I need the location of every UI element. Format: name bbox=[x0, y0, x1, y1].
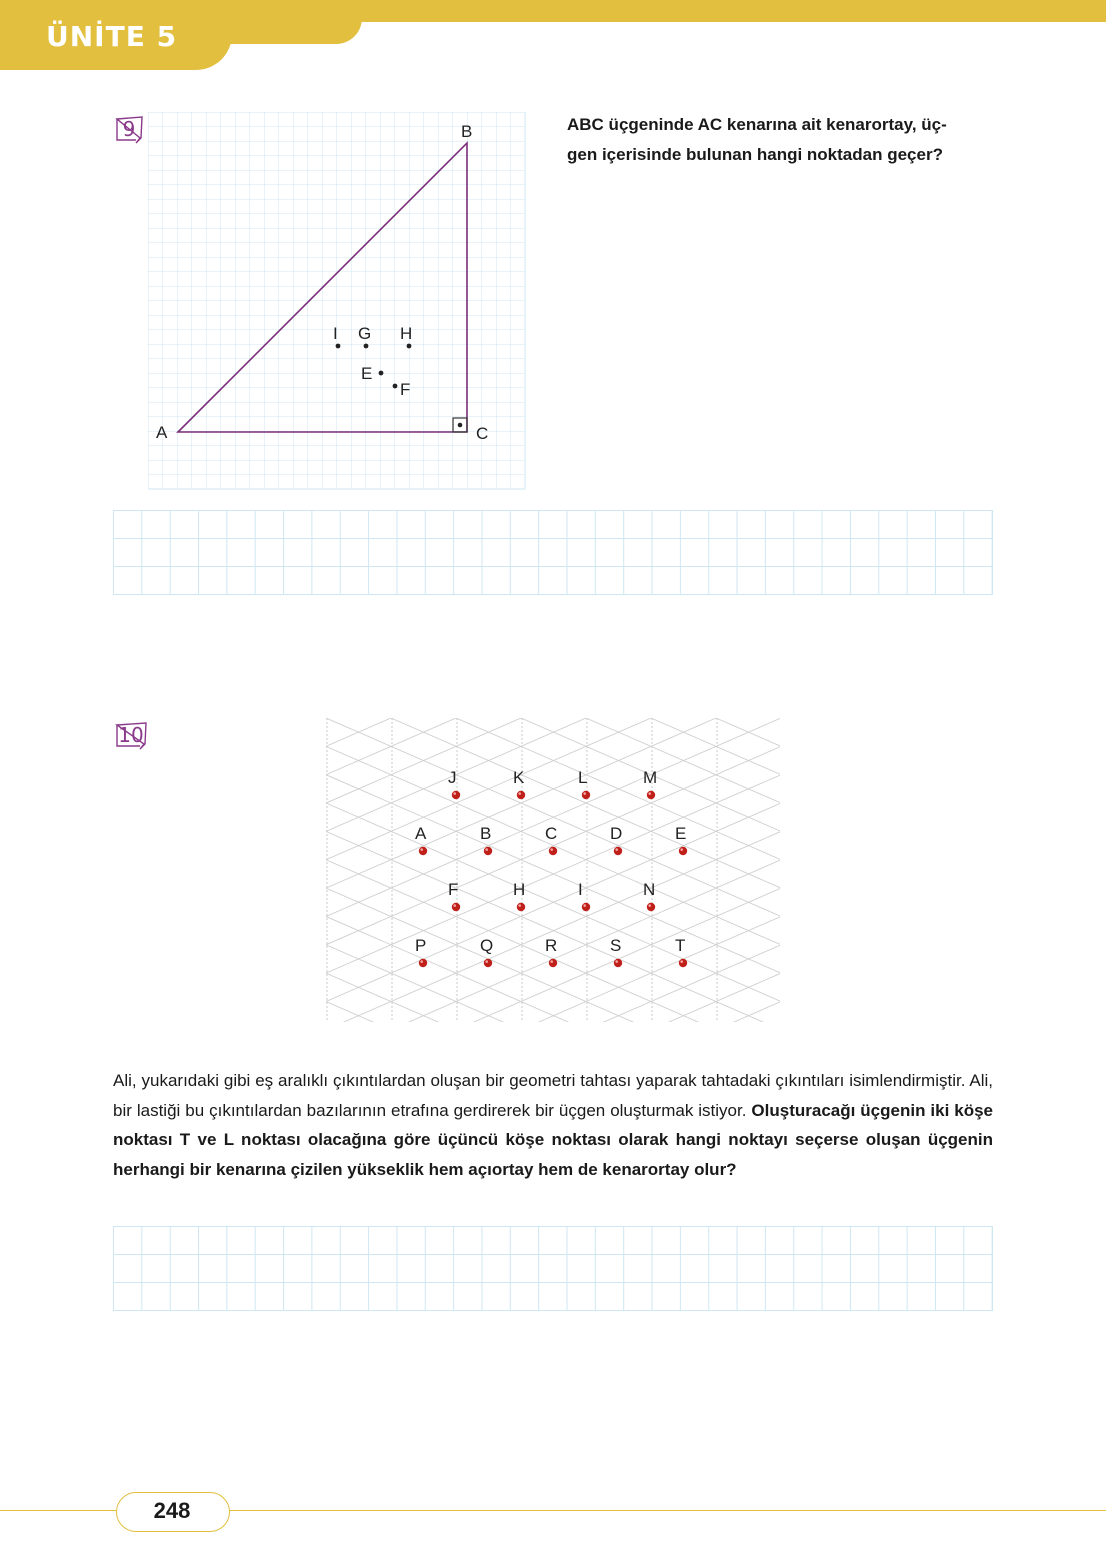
q10-geometry-board bbox=[326, 718, 780, 1022]
peg-highlight bbox=[583, 792, 586, 795]
right-angle-dot bbox=[458, 423, 463, 428]
peg-label-p: P bbox=[415, 936, 427, 955]
vertex-label-c: C bbox=[476, 424, 489, 443]
peg-label-r: R bbox=[545, 936, 558, 955]
peg-highlight bbox=[648, 904, 651, 907]
peg-h bbox=[517, 903, 525, 911]
peg-j bbox=[452, 791, 460, 799]
peg-label-q: Q bbox=[480, 936, 494, 955]
unit-label: ÜNİTE 5 bbox=[46, 20, 178, 53]
peg-highlight bbox=[420, 960, 423, 963]
grid-line bbox=[326, 831, 780, 1022]
board-pegs bbox=[415, 768, 687, 967]
grid-line bbox=[326, 718, 780, 831]
peg-d bbox=[614, 847, 622, 855]
question-number-label: 10 bbox=[118, 723, 144, 747]
peg-highlight bbox=[453, 904, 456, 907]
point-g bbox=[364, 344, 369, 349]
peg-label-b: B bbox=[480, 824, 492, 843]
q10-prompt bbox=[113, 1066, 993, 1184]
peg-q bbox=[484, 959, 492, 967]
question-number-9 bbox=[114, 116, 144, 142]
q9-triangle-figure bbox=[148, 112, 526, 490]
peg-label-e: E bbox=[675, 824, 687, 843]
peg-highlight bbox=[615, 848, 618, 851]
peg-label-a: A bbox=[415, 824, 427, 843]
peg-i bbox=[582, 903, 590, 911]
peg-label-l: L bbox=[578, 768, 588, 787]
grid-line bbox=[326, 916, 780, 1022]
peg-highlight bbox=[648, 792, 651, 795]
peg-a bbox=[419, 847, 427, 855]
peg-highlight bbox=[420, 848, 423, 851]
grid-line bbox=[326, 718, 780, 888]
peg-highlight bbox=[518, 904, 521, 907]
point-e bbox=[379, 371, 384, 376]
peg-label-h: H bbox=[513, 880, 526, 899]
peg-l bbox=[582, 791, 590, 799]
triangular-grid bbox=[326, 718, 780, 1022]
grid-line bbox=[326, 889, 780, 1022]
peg-label-s: S bbox=[610, 936, 622, 955]
point-label-i: I bbox=[333, 324, 338, 343]
point-label-h: H bbox=[400, 324, 413, 343]
peg-m bbox=[647, 791, 655, 799]
peg-highlight bbox=[485, 960, 488, 963]
peg-label-m: M bbox=[643, 768, 658, 787]
grid-line bbox=[326, 718, 780, 888]
point-i bbox=[336, 344, 341, 349]
peg-highlight bbox=[453, 792, 456, 795]
peg-label-d: D bbox=[610, 824, 623, 843]
peg-e bbox=[679, 847, 687, 855]
peg-label-i: I bbox=[578, 880, 583, 899]
peg-label-n: N bbox=[643, 880, 656, 899]
peg-label-c: C bbox=[545, 824, 558, 843]
question-number-10 bbox=[114, 722, 148, 748]
peg-t bbox=[679, 959, 687, 967]
peg-highlight bbox=[680, 848, 683, 851]
peg-highlight bbox=[615, 960, 618, 963]
peg-p bbox=[419, 959, 427, 967]
grid-line bbox=[326, 1002, 780, 1022]
grid-line bbox=[326, 888, 780, 1022]
point-label-e: E bbox=[361, 364, 373, 383]
vertex-label-a: A bbox=[156, 423, 168, 442]
peg-highlight bbox=[518, 792, 521, 795]
grid-line bbox=[326, 974, 780, 1022]
peg-highlight bbox=[550, 848, 553, 851]
point-label-g: G bbox=[358, 324, 372, 343]
grid-line bbox=[326, 832, 780, 1022]
q9-answer-area[interactable] bbox=[113, 510, 993, 595]
peg-highlight bbox=[550, 960, 553, 963]
q10-prompt-bold: Oluşturacağı üçgenin iki köşe noktası T ve L noktası olacağına göre üçüncü köşe noktası olarak hangi noktayı seçerse oluşan üçgenin herhangi bir kenarına çizilen yükseklik hem açıortay hem de kenarortay olur? bbox=[113, 1100, 994, 1179]
q9-prompt-line-1: ABC üçgeninde AC kenarına ait kenarortay, üç- bbox=[567, 115, 947, 134]
q10-prompt-normal: Ali, yukarıdaki gibi eş aralıklı çıkıntılardan oluşan bir geometri tahtası yaparak tahtadaki çıkıntıları isimlendirmiştir. Ali, bir lastiği bu çıkıntılardan bazılarının etrafına gerdirerek bir üçgen oluşturmak istiyor. bbox=[113, 1071, 993, 1120]
q10-answer-area[interactable] bbox=[113, 1226, 993, 1311]
peg-label-j: J bbox=[448, 768, 457, 787]
peg-label-k: K bbox=[513, 768, 525, 787]
unit-tab-extension bbox=[222, 18, 362, 44]
peg-label-f: F bbox=[448, 880, 459, 899]
grid-line bbox=[326, 1002, 780, 1023]
peg-f bbox=[452, 903, 460, 911]
vertex-label-b: B bbox=[461, 122, 473, 141]
peg-b bbox=[484, 847, 492, 855]
question-number-label: 9 bbox=[122, 117, 136, 141]
peg-highlight bbox=[583, 904, 586, 907]
peg-highlight bbox=[680, 960, 683, 963]
q9-prompt-line-2: gen içerisinde bulunan hangi noktadan geçer? bbox=[567, 145, 943, 164]
peg-c bbox=[549, 847, 557, 855]
point-f bbox=[393, 384, 398, 389]
peg-k bbox=[517, 791, 525, 799]
grid-line bbox=[326, 945, 780, 1022]
grid-line bbox=[326, 917, 780, 1022]
grid-line bbox=[326, 718, 780, 774]
point-label-f: F bbox=[400, 380, 411, 399]
page-number: 248 bbox=[153, 1498, 191, 1523]
grid-line bbox=[326, 718, 780, 831]
peg-n bbox=[647, 903, 655, 911]
grid-line bbox=[326, 973, 780, 1022]
grid-line bbox=[326, 718, 780, 775]
point-h bbox=[407, 344, 412, 349]
peg-r bbox=[549, 959, 557, 967]
peg-highlight bbox=[485, 848, 488, 851]
peg-s bbox=[614, 959, 622, 967]
q9-prompt bbox=[567, 110, 993, 170]
peg-label-t: T bbox=[675, 936, 686, 955]
grid-line bbox=[326, 945, 780, 1022]
